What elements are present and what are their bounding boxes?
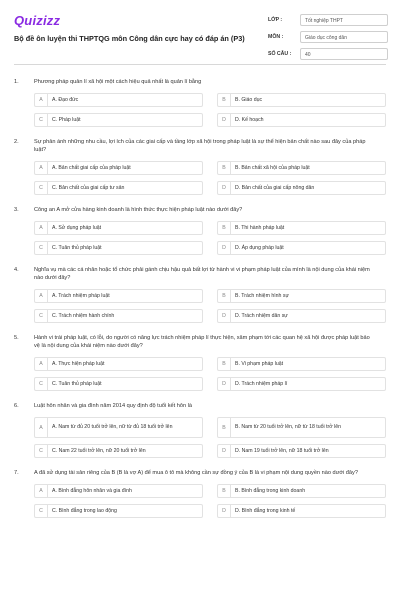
- option-letter: A: [35, 418, 48, 437]
- question-number: 2.: [14, 139, 19, 145]
- answer-options: [34, 357, 386, 391]
- option-letter: C: [35, 242, 48, 254]
- question-text: Nghĩa vụ mà các cá nhân hoặc tổ chức phải gánh chịu hậu quả bất lợi từ hành vi vi phạm pháp luật của mình là nội dung của khái niệm nào dưới đây?: [34, 267, 370, 281]
- option-letter: D: [218, 242, 231, 254]
- option-text: B. Giáo dục: [235, 96, 263, 103]
- answer-option[interactable]: [217, 93, 386, 107]
- answer-option[interactable]: [217, 357, 386, 371]
- option-text: C. Nam 22 tuổi trở lên, nữ 20 tuổi trở lên: [52, 447, 146, 454]
- question-item: [14, 206, 386, 255]
- option-text: D. Trách nhiệm pháp lí: [235, 380, 288, 387]
- option-text: B. Thi hành pháp luật: [235, 224, 285, 231]
- question-text: Hành vi trái pháp luật, có lỗi, do người có năng lực trách nhiệm pháp lí thực hiện, xâm phạm tới các quan hệ xã hội được pháp luật bảo vệ là nội dung của khái niệm nào dưới đây?: [34, 335, 370, 349]
- question-number: 5.: [14, 335, 19, 341]
- option-text: C. Tuân thủ pháp luật: [52, 380, 102, 387]
- answer-option[interactable]: [34, 289, 203, 303]
- answer-option[interactable]: [34, 113, 203, 127]
- option-text: B. Nam từ 20 tuổi trở lên, nữ từ 18 tuổi trở lên: [235, 424, 342, 430]
- answer-option[interactable]: [217, 113, 386, 127]
- question-text: Luật hôn nhân và gia đình năm 2014 quy định độ tuổi kết hôn là: [34, 403, 192, 409]
- option-text: C. Pháp luật: [52, 116, 81, 123]
- answer-options: [34, 221, 386, 255]
- header-divider: [14, 64, 386, 65]
- answer-option[interactable]: [217, 484, 386, 498]
- option-letter: C: [35, 114, 48, 126]
- option-letter: A: [35, 290, 48, 302]
- question-text: Công an A mở cửa hàng kinh doanh là hình thức thực hiện pháp luật nào dưới đây?: [34, 207, 243, 213]
- meta-row-class: [268, 11, 388, 28]
- question-item: [14, 266, 386, 323]
- question-text: Phương pháp quản lí xã hội một cách hiệu quả nhất là quản lí bằng: [34, 79, 202, 85]
- answer-option[interactable]: [217, 309, 386, 323]
- option-text: A. Đạo đức: [52, 96, 79, 103]
- answer-options: [34, 161, 386, 195]
- question-item: [14, 402, 386, 458]
- answer-option[interactable]: [217, 417, 386, 438]
- option-text: A. Trách nhiệm pháp luật: [52, 292, 110, 299]
- option-text: B. Bản chất xã hội của pháp luật: [235, 164, 310, 171]
- meta-value: Giáo dục công dân: [300, 31, 388, 43]
- question-item: [14, 334, 386, 391]
- option-letter: A: [35, 162, 48, 174]
- meta-row-subject: [268, 28, 388, 45]
- question-number: 7.: [14, 470, 19, 476]
- question-item: [14, 469, 386, 518]
- answer-option[interactable]: [34, 161, 203, 175]
- answer-option[interactable]: [217, 504, 386, 518]
- meta-label: MÔN :: [268, 33, 284, 40]
- option-letter: A: [35, 94, 48, 106]
- answer-option[interactable]: [34, 484, 203, 498]
- answer-option[interactable]: [217, 289, 386, 303]
- answer-option[interactable]: [34, 444, 203, 458]
- option-letter: C: [35, 378, 48, 390]
- answer-option[interactable]: [217, 444, 386, 458]
- answer-option[interactable]: [34, 181, 203, 195]
- option-text: A. Bình đẳng hôn nhân và gia đình: [52, 487, 132, 494]
- option-text: D. Bình đẳng trong kinh tế: [235, 507, 296, 514]
- option-letter: B: [218, 162, 231, 174]
- answer-options: [34, 289, 386, 323]
- answer-option[interactable]: [217, 181, 386, 195]
- answer-option[interactable]: [217, 161, 386, 175]
- question-text: A đã sử dụng tài sản riêng của B (B là vợ A) để mua ô tô mà không cần sự đồng ý của B là vi phạm nội dung quyền nào dưới đây?: [34, 470, 358, 476]
- option-letter: D: [218, 114, 231, 126]
- answer-option[interactable]: [34, 504, 203, 518]
- option-text: B. Bình đẳng trong kinh doanh: [235, 487, 306, 494]
- option-letter: B: [218, 418, 231, 437]
- option-text: A. Thực hiện pháp luật: [52, 360, 105, 367]
- option-letter: C: [35, 445, 48, 457]
- option-letter: B: [218, 222, 231, 234]
- answer-option[interactable]: [34, 309, 203, 323]
- meta-panel: [268, 11, 388, 62]
- meta-label: SỐ CÂU :: [268, 50, 292, 57]
- option-text: C. Bình đẳng trong lao động: [52, 507, 117, 514]
- answer-option[interactable]: [34, 357, 203, 371]
- option-letter: B: [218, 94, 231, 106]
- answer-option[interactable]: [34, 377, 203, 391]
- meta-row-question-count: [268, 45, 388, 62]
- option-letter: D: [218, 445, 231, 457]
- meta-value: 40: [300, 48, 388, 60]
- question-item: [14, 138, 386, 195]
- question-number: 4.: [14, 267, 19, 273]
- answer-option[interactable]: [34, 241, 203, 255]
- option-letter: B: [218, 290, 231, 302]
- meta-value: Tốt nghiệp THPT: [300, 14, 388, 26]
- option-letter: D: [218, 182, 231, 194]
- option-text: A. Nam từ đủ 20 tuổi trở lên, nữ từ đủ 18 tuổi trở lên: [52, 424, 173, 430]
- question-list: [14, 78, 386, 529]
- quizizz-logo: Quizizz: [14, 13, 61, 28]
- option-text: D. Nam 19 tuổi trở lên, nữ 18 tuổi trở lên: [235, 447, 329, 454]
- option-text: D. Trách nhiệm dân sự: [235, 312, 288, 319]
- answer-option[interactable]: [34, 93, 203, 107]
- option-letter: D: [218, 505, 231, 517]
- answer-options: [34, 484, 386, 518]
- option-text: B. Trách nhiệm hình sự: [235, 292, 289, 299]
- option-letter: B: [218, 485, 231, 497]
- question-number: 6.: [14, 403, 19, 409]
- option-text: D. Bản chất của giai cấp nông dân: [235, 184, 315, 191]
- option-text: A. Bản chất giai cấp của pháp luật: [52, 164, 131, 171]
- question-number: 3.: [14, 207, 19, 213]
- answer-option[interactable]: [34, 417, 203, 438]
- answer-option[interactable]: [34, 221, 203, 235]
- option-letter: C: [35, 505, 48, 517]
- question-item: [14, 78, 386, 127]
- option-letter: A: [35, 485, 48, 497]
- question-number: 1.: [14, 79, 19, 85]
- answer-options: [34, 417, 386, 458]
- answer-option[interactable]: [217, 241, 386, 255]
- option-text: C. Trách nhiệm hành chính: [52, 312, 115, 319]
- option-text: B. Vi phạm pháp luật: [235, 360, 284, 367]
- option-text: C. Bản chất của giai cấp tư sản: [52, 184, 125, 191]
- option-letter: D: [218, 378, 231, 390]
- meta-label: LỚP :: [268, 16, 283, 23]
- option-text: A. Sử dụng pháp luật: [52, 224, 102, 231]
- option-letter: D: [218, 310, 231, 322]
- option-text: D. Kế hoạch: [235, 116, 264, 123]
- page-title: Bộ đề ôn luyện thi THPTQG môn Công dân cực hay có đáp án (P3): [14, 34, 245, 43]
- option-letter: A: [35, 222, 48, 234]
- option-letter: A: [35, 358, 48, 370]
- option-letter: C: [35, 310, 48, 322]
- option-text: D. Áp dụng pháp luật: [235, 244, 284, 251]
- option-letter: C: [35, 182, 48, 194]
- option-letter: B: [218, 358, 231, 370]
- question-text: Sự phản ánh những nhu cầu, lợi ích của các giai cấp và tầng lớp xã hội trong pháp luật là sự thể hiện bản chất nào sau đây của pháp luật?: [34, 139, 366, 153]
- answer-option[interactable]: [217, 221, 386, 235]
- answer-option[interactable]: [217, 377, 386, 391]
- option-text: C. Tuân thủ pháp luật: [52, 244, 102, 251]
- answer-options: [34, 93, 386, 127]
